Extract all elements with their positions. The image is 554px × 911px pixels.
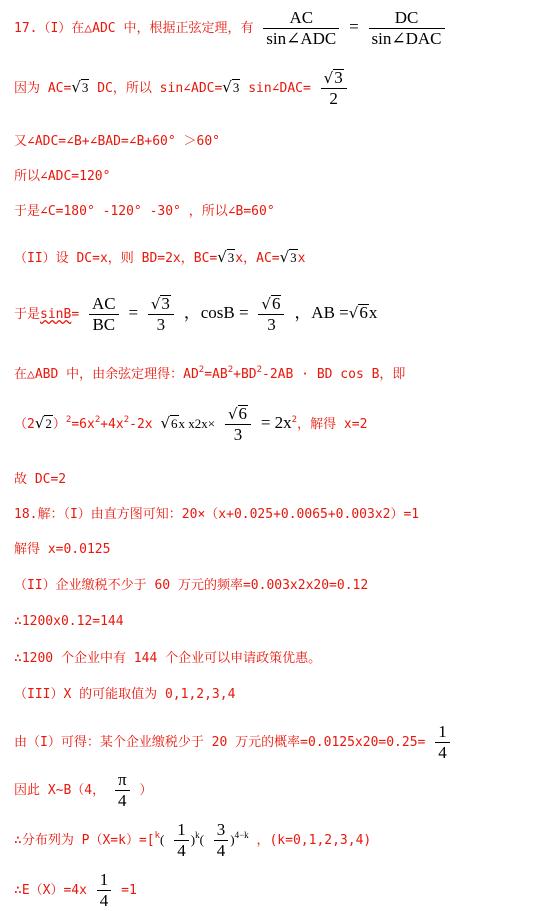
line-binomial: 因此 X~B（4， $\frac{\pi}{4}$ ） xyxy=(14,770,153,810)
line-angle-b: 于是∠C=180° -120° -30° ，所以∠B=60° xyxy=(14,204,275,219)
fraction: $\frac{\pi}{4}$ xyxy=(115,770,130,811)
line-1200x: ∴1200x0.12=144 xyxy=(14,614,124,629)
line-adc-120: 所以∠ADC=120° xyxy=(14,169,111,184)
line-distribution: ∴分布列为 P（X=k）=[$^k$( $\frac{1}{4}$ )$^k$( $\frac{3}{4}$ )$^{4-k}$ ，(k=0,1,2,3,4) xyxy=(14,820,372,860)
line-part-ii-setup: （II）设 DC=x，则 BD=2x，BC=√3x，AC=√3x xyxy=(14,248,306,266)
line-probability: 由（I）可得：某个企业缴税少于 20 万元的概率=0.0125x20=0.25= $\frac{1}{4}$ xyxy=(14,722,452,763)
line-angle-adc: 又∠ADC=∠B+∠BAD=∠B+60° ＞60° xyxy=(14,134,221,149)
fraction: $\frac{√3}{2}$ xyxy=(321,68,347,109)
fraction: $\frac{1}{4}$ xyxy=(97,870,112,911)
line-sinb-cosb: 于是sinB= $\frac{AC}{BC}$ = $\frac{√3}{3}$ ，cosB = $\frac{√6}{3}$ ，AB =√6x xyxy=(14,294,378,334)
line-solve-x: $(2√2)^2=6x^2+4x^2-2x$ √6x x2x× $\frac{√6}{3}$ = $2x^2$，解得 x=2 xyxy=(14,404,368,444)
line-freq: （II）企业缴税不少于 60 万元的频率=0.003x2x20=0.12 xyxy=(14,578,369,593)
fraction: $\frac{AC}{\text{sin∠ADC}}$ xyxy=(263,8,339,49)
fraction: $\frac{1}{4}$ xyxy=(435,722,450,763)
line-solve-x-18: 解得 x=0.0125 xyxy=(14,542,111,557)
fraction: $\frac{√3}{3}$ xyxy=(148,294,174,335)
line-expectation: ∴E（X）=4x $\frac{1}{4}$ =1 xyxy=(14,870,137,910)
fraction: $\frac{√6}{3}$ xyxy=(258,294,284,335)
fraction: $\frac{√6}{3}$ xyxy=(225,404,251,445)
fraction: $\frac{DC}{\text{sin∠DAC}}$ xyxy=(369,8,445,49)
line-text: 17.（I）在△ADC 中，根据正弦定理，有 xyxy=(14,21,254,36)
line-x-values: （III）X 的可能取值为 0,1,2,3,4 xyxy=(14,687,236,702)
line-144-firms: ∴1200 个企业中有 144 个企业可以申请政策优惠。 xyxy=(14,651,322,666)
line-ac-relation: 因为 AC=√3 DC，所以 sin∠ADC=√3 sin∠DAC= $\frac{√3}{2}$ xyxy=(14,68,349,109)
line-cosine-law: 在△ABD 中，由余弦定理得：$AD^2=AB^2+BD^2-2AB$ · BD cos B，即 xyxy=(14,365,406,382)
line-18-histogram: 18.解：（I）由直方图可知：20×（x+0.025+0.0065+0.003x2）=1 xyxy=(14,507,420,522)
fraction: $\frac{3}{4}$ xyxy=(214,820,229,861)
fraction: $\frac{1}{4}$ xyxy=(174,820,189,861)
fraction: $\frac{AC}{BC}$ xyxy=(89,294,119,335)
line-dc-2: 故 DC=2 xyxy=(14,472,67,487)
line-17-sine-law: 17.（I）在△ADC 中，根据正弦定理，有 $\frac{AC}{\text{sin∠ADC}}$ = $\frac{DC}{\text{sin∠DAC}}$ xyxy=(14,8,447,49)
